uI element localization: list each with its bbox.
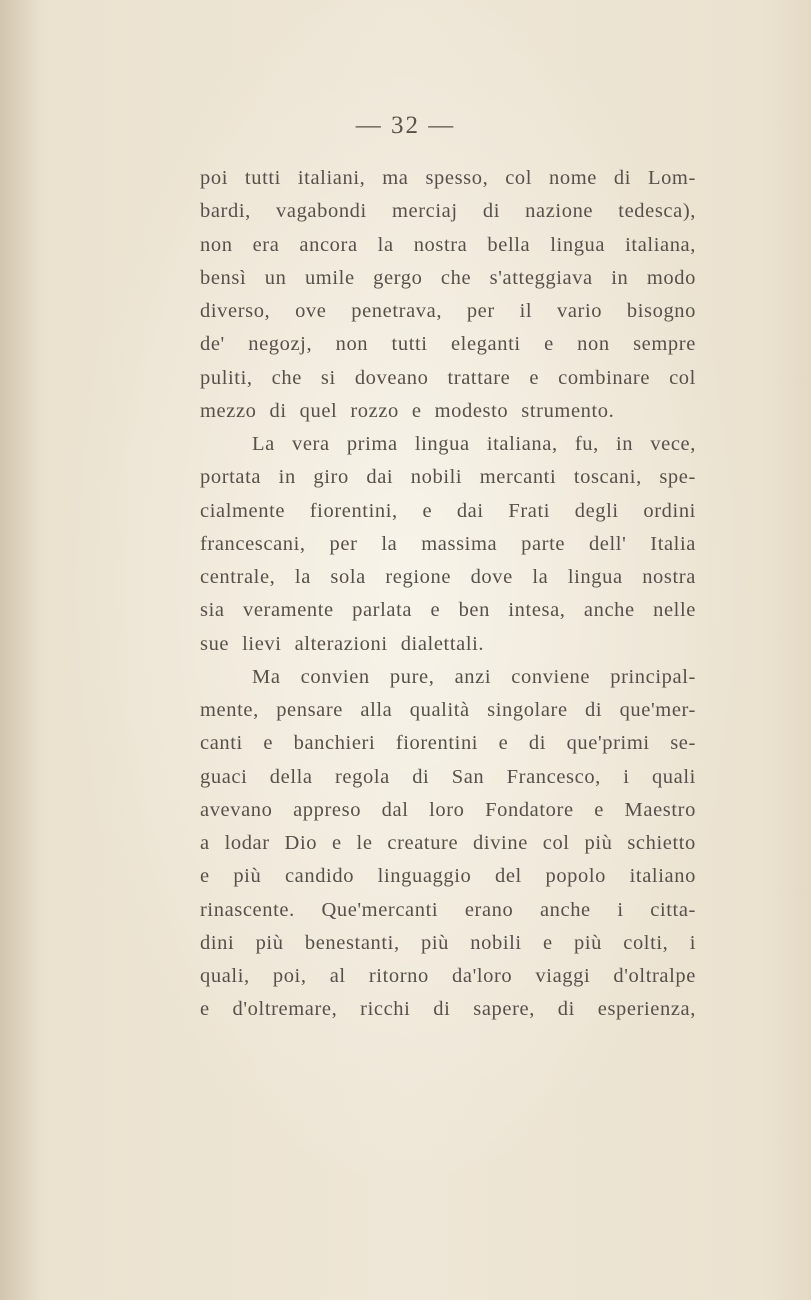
page-edge-shadow: [0, 0, 40, 1300]
word: de': [200, 333, 225, 356]
word: che: [440, 266, 472, 289]
word: rozzo: [350, 399, 399, 422]
word: per: [466, 300, 495, 322]
word: divine: [473, 832, 528, 854]
word: veramente: [242, 599, 334, 622]
word: Italia: [650, 532, 696, 555]
word: in: [616, 433, 634, 455]
text-line: [200, 827, 696, 860]
word: il: [519, 300, 533, 322]
word: di: [482, 200, 500, 223]
word: i: [617, 898, 624, 921]
word: fiorentini: [395, 732, 479, 755]
word: nobili: [410, 466, 463, 489]
text-line: [200, 495, 696, 528]
text-line: [200, 461, 696, 494]
word: negozj,: [248, 333, 313, 356]
word: e: [544, 333, 554, 356]
word: pure,: [389, 665, 435, 688]
word: benestanti,: [304, 931, 400, 954]
word: di: [412, 765, 430, 788]
word: ordini: [643, 499, 696, 522]
word: col: [542, 832, 570, 854]
word: spe-: [659, 466, 696, 489]
word: del: [494, 865, 522, 888]
word: non: [200, 233, 233, 256]
word: dove: [470, 566, 513, 588]
word: di: [585, 699, 603, 721]
word: canti: [200, 732, 243, 755]
word: e: [200, 865, 210, 888]
text-line: [200, 761, 696, 794]
word: più: [233, 865, 262, 888]
word: sola: [330, 566, 366, 588]
word: viaggi: [535, 965, 591, 987]
word: lievi: [242, 632, 282, 655]
word: s'atteggiava: [489, 266, 593, 289]
word: italiana,: [625, 233, 696, 256]
word: vario: [556, 300, 603, 322]
word: Francesco,: [506, 765, 601, 788]
word: lingua: [567, 566, 623, 588]
word: mercanti: [479, 466, 557, 489]
word: parte: [521, 532, 566, 555]
word: linguaggio: [377, 865, 472, 888]
word: mezzo: [200, 399, 257, 422]
word: più: [420, 931, 449, 954]
word: quali: [651, 765, 696, 788]
text-line: [200, 295, 696, 328]
word: e: [594, 798, 604, 821]
word: citta-: [650, 898, 696, 921]
word: francescani,: [200, 532, 306, 555]
text-line: [200, 661, 696, 694]
word: bensì: [200, 266, 247, 289]
word: d'oltremare,: [232, 998, 338, 1021]
word: portata: [200, 466, 262, 489]
word: merciaj: [392, 200, 458, 223]
word: lodar: [224, 832, 270, 854]
word: di: [557, 998, 575, 1021]
word: e: [529, 366, 540, 389]
word: singolare: [487, 699, 568, 721]
word: e: [200, 998, 210, 1021]
word: non: [577, 333, 610, 356]
text-line: [200, 229, 696, 262]
word: modesto: [434, 399, 509, 422]
word: toscani,: [573, 466, 642, 489]
word: e: [498, 732, 509, 755]
word: la: [294, 566, 311, 588]
word: schietto: [627, 832, 696, 854]
word: era: [252, 233, 280, 256]
text-line: [200, 195, 696, 228]
word: principal-: [610, 665, 696, 688]
word: di: [433, 998, 451, 1021]
text-line: [200, 162, 696, 195]
text-line: [200, 594, 696, 627]
word: più: [584, 832, 613, 854]
word: le: [356, 832, 373, 854]
word: italiano: [629, 865, 696, 888]
word: que'primi: [566, 732, 650, 755]
word: Dio: [284, 832, 318, 854]
word: nobili: [470, 931, 522, 954]
word: i: [623, 765, 630, 788]
word: nome: [549, 167, 597, 189]
word: parlata: [352, 599, 413, 622]
word: loro: [429, 798, 465, 821]
word: dai: [456, 499, 484, 522]
word: candido: [284, 865, 355, 888]
word: non: [335, 333, 369, 356]
word: ma: [382, 167, 409, 189]
word: alla: [360, 699, 393, 721]
word: e: [411, 399, 422, 422]
word: sapere,: [473, 998, 535, 1021]
text-line: [200, 794, 696, 827]
word: quali,: [200, 965, 250, 987]
text-line: [200, 528, 696, 561]
word: combinare: [558, 366, 651, 389]
word: tutti: [391, 333, 428, 356]
word: d'oltralpe: [613, 965, 696, 987]
word: alterazioni: [294, 632, 388, 655]
word: regola: [335, 765, 390, 788]
body-text: [200, 162, 696, 1027]
word: gergo: [373, 266, 423, 289]
word: si: [320, 366, 336, 389]
word: avevano: [200, 798, 273, 821]
word: tedesca),: [618, 200, 696, 223]
word: quel: [299, 399, 338, 422]
word: e: [430, 599, 441, 622]
text-line: [200, 927, 696, 960]
text-line: [200, 561, 696, 594]
text-line: [200, 262, 696, 295]
word: erano: [464, 898, 514, 921]
word: se-: [670, 732, 696, 755]
word: nelle: [653, 599, 696, 622]
word: più: [255, 931, 284, 954]
word: dai: [366, 466, 394, 489]
word: un: [264, 266, 287, 289]
page-number: — 32 —: [355, 112, 456, 139]
word: di: [528, 732, 547, 755]
word: giro: [313, 466, 349, 489]
text-line: [200, 727, 696, 760]
text-line: [200, 362, 696, 395]
word: ritorno: [368, 965, 429, 987]
word: fu,: [574, 433, 599, 455]
word: appreso: [293, 798, 362, 821]
word: anche: [539, 898, 591, 921]
word: ove: [295, 300, 327, 322]
word: spesso,: [425, 167, 489, 189]
text-line: [200, 894, 696, 927]
word: vera: [291, 433, 330, 455]
word: puliti,: [200, 366, 253, 389]
word: la: [381, 532, 398, 555]
word: umile: [304, 266, 355, 289]
word: anche: [583, 599, 635, 622]
text-line: [200, 628, 696, 661]
word: prima: [346, 433, 398, 455]
word: fiorentini,: [309, 499, 398, 522]
word: nazione: [525, 200, 594, 223]
word: i: [689, 931, 696, 954]
word: convien: [300, 665, 370, 688]
word: San: [451, 765, 485, 788]
word: centrale,: [200, 566, 276, 588]
word: italiana,: [486, 433, 558, 455]
word: della: [269, 765, 313, 788]
word: trattare: [447, 366, 511, 389]
word: ben: [458, 599, 490, 622]
word: al: [329, 965, 346, 987]
word: poi: [200, 167, 228, 189]
word: eleganti: [450, 333, 521, 356]
word: vagabondi: [276, 200, 367, 223]
word: rinascente.: [200, 898, 295, 921]
word: mente,: [200, 699, 259, 721]
word: dini: [200, 931, 235, 954]
word: Maestro: [624, 798, 696, 821]
word: italiani,: [297, 167, 366, 189]
word: massima: [421, 532, 498, 555]
word: ricchi: [360, 998, 411, 1021]
word: diverso,: [200, 300, 271, 322]
word: la: [532, 566, 549, 588]
word: sue: [200, 632, 230, 655]
word: dialettali.: [400, 632, 485, 655]
word: tutti: [244, 167, 281, 189]
word: nostra: [642, 566, 696, 588]
word: pensare: [276, 699, 344, 721]
word: Que'mercanti: [321, 898, 439, 921]
word: col: [669, 366, 696, 389]
word: Lom-: [647, 167, 696, 189]
word: vece,: [650, 433, 696, 455]
word: lingua: [414, 433, 470, 455]
word: banchieri: [293, 732, 376, 755]
word: sempre: [633, 333, 696, 356]
word: strumento.: [521, 399, 615, 422]
word: bardi,: [200, 200, 251, 223]
text-line: [200, 993, 696, 1026]
word: dell': [588, 532, 627, 555]
word: qualità: [409, 699, 470, 721]
word: creature: [387, 832, 459, 854]
word: modo: [646, 266, 696, 289]
word: a: [200, 832, 210, 854]
word: di: [269, 399, 287, 422]
word: la: [377, 233, 394, 256]
text-line: [200, 960, 696, 993]
word: lingua: [550, 233, 606, 256]
word: dal: [381, 798, 409, 821]
text-line: [200, 860, 696, 893]
word: più: [573, 931, 602, 954]
word: poi,: [272, 965, 307, 987]
text-line: [200, 395, 696, 428]
word: e: [542, 931, 553, 954]
word: in: [278, 466, 296, 489]
word: e: [263, 732, 274, 755]
word: doveano: [354, 366, 429, 389]
text-line: [200, 694, 696, 727]
text-line: [200, 428, 696, 461]
word: bella: [487, 233, 531, 256]
word: intesa,: [508, 599, 566, 622]
word: regione: [385, 566, 452, 588]
word: que'mer-: [619, 699, 696, 721]
word: La: [252, 433, 275, 455]
word: sia: [200, 599, 225, 622]
word: di: [613, 167, 632, 189]
word: Frati: [508, 499, 551, 522]
word: guaci: [200, 765, 248, 788]
word: e: [331, 832, 342, 854]
word: degli: [574, 499, 619, 522]
word: ancora: [299, 233, 358, 256]
word: Fondatore: [485, 798, 574, 821]
text-line: [200, 328, 696, 361]
word: in: [611, 266, 629, 289]
word: nostra: [413, 233, 468, 256]
word: popolo: [545, 865, 607, 888]
word: che: [271, 366, 302, 389]
word: anzi: [454, 665, 492, 688]
word: penetrava,: [351, 300, 443, 322]
word: esperienza,: [597, 998, 696, 1021]
word: cialmente: [200, 499, 286, 522]
word: per: [329, 532, 358, 555]
word: Ma: [252, 665, 281, 688]
word: da'loro: [452, 965, 513, 987]
word: col: [505, 167, 533, 189]
word: colti,: [623, 931, 669, 954]
word: e: [422, 499, 433, 522]
word: bisogno: [626, 300, 696, 322]
word: conviene: [511, 665, 591, 688]
